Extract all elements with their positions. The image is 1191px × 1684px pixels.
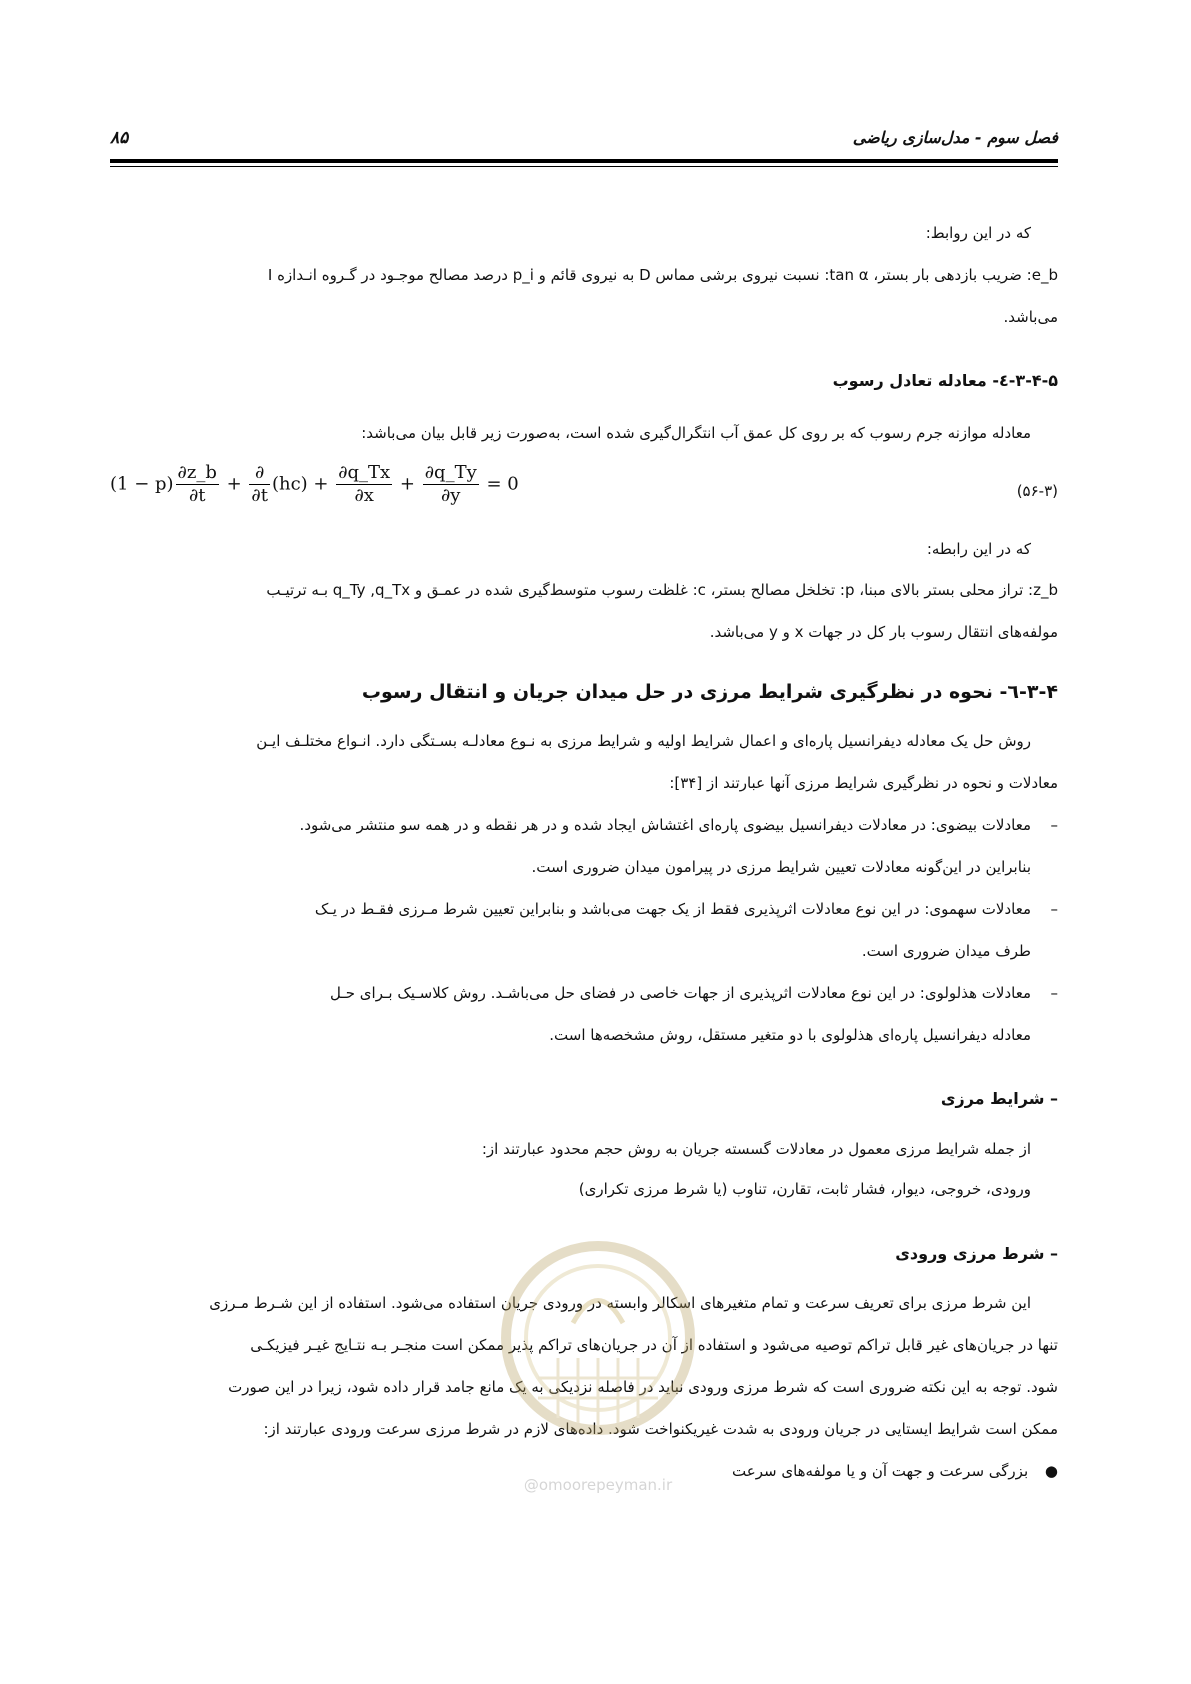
eq-frac-2-num: ∂ <box>249 462 270 485</box>
eq-fraction-3 <box>336 462 392 507</box>
section-heading-3-4-6: ۳-۴-٦- نحوه در نظرگیری شرایط مرزی در حل میدان جریان و انتقال رسوب <box>361 681 1058 703</box>
eq-lhs-factor: (1 − p) <box>110 473 174 495</box>
eq-fraction-1 <box>176 462 219 507</box>
eq-frac-4-den: ∂y <box>441 485 461 506</box>
list-dash-marker: – <box>1050 816 1058 834</box>
section-heading-3-4-5-4: ۳-۴-۵-٤- معادله تعادل رسوب <box>832 371 1058 390</box>
list-item-elliptic <box>110 808 1058 884</box>
eq-frac-1-num: ∂z_b <box>177 462 217 483</box>
list-item-body <box>110 808 1031 884</box>
inlet-bc-line-2: تنها در جریان‌های غیر قابل تراکم توصیه می‌شود و استفاده از آن در جریان‌های تراکم پذیر ممکن است منجـر بـه نتـایج غیـر فیزیکـی <box>250 1336 1058 1354</box>
header-rule-thin <box>110 166 1058 167</box>
section-3-4-6-para-2: معادلات و نحوه در نظرگیری شرایط مرزی آنها عبارتند از [۳۴]: <box>669 774 1058 792</box>
equation-number: (۵۶-۳) <box>1016 482 1058 500</box>
inlet-bc-line-3: شود. توجه به این نکته ضروری است که شرط مرزی ورودی نباید در فاصله نزدیکی به یک مانع جامد قرار داده شود، زیرا در این صورت <box>228 1378 1058 1396</box>
list-item-line: بنابراین در این‌گونه معادلات تعیین شرایط مرزی در پیرامون میدان ضروری است. <box>531 858 1031 876</box>
eq-fraction-2 <box>249 462 270 507</box>
page-header <box>110 128 1058 158</box>
equation-56-3 <box>110 462 1058 526</box>
eq-frac-1-den: ∂t <box>188 485 206 506</box>
sediment-balance-text: معادله موازنه جرم رسوب که بر روی کل عمق آب انتگرال‌گیری شده است، به‌صورت زیر قابل بیان می‌باشد: <box>361 424 1031 442</box>
inlet-bc-line-4: ممکن است شرایط ایستایی در جریان ورودی به شدت غیریکنواخت شود. داده‌های لازم در شرط مرزی سرعت ورودی عبارتند از: <box>263 1420 1058 1438</box>
inlet-bc-line-1: این شرط مرزی برای تعریف سرعت و تمام متغیرهای اسکالر وابسته در ورودی جریان استفاده می‌شود. استفاده از این شـرط مـرزی <box>209 1294 1031 1312</box>
eq-frac-3-num: ∂q_Tx <box>338 462 391 483</box>
boundary-conditions-line-2: ورودی، خروجی، دیوار، فشار ثابت، تقارن، تناوب (یا شرط مرزی تکراری) <box>578 1180 1031 1198</box>
after-eq-line-2: z_b: تراز محلی بستر بالای مبنا، p: تخلخل مصالح بستر، c: غلظت رسوب متوسط‌گیری شده در عمـق و q_Ty ,q_Tx بـه ترتیـب <box>266 581 1058 599</box>
eq-hc: (hc) <box>271 473 308 495</box>
eq-rhs: = 0 <box>486 473 519 495</box>
chapter-title: فصل سوم - مدل‌سازی ریاضی <box>852 128 1058 147</box>
after-eq-line-1: که در این رابطه: <box>926 540 1031 558</box>
list-item-line: معادلات سهموی: در این نوع معادلات اثرپذیری فقط از یک جهت می‌باشد و بنابراین تعیین شرط مـرزی فقـط در یـک <box>314 900 1031 918</box>
eq-fraction-4 <box>423 462 479 507</box>
equation-body: (1 − p) $\frac{\partial z\_b}{\partial t}$ + $\frac{\partial}{\partial t}$ (hc) + $\frac{\partial q\_Tx}{\partial x}$ + $\frac{\partial q\_Ty}{\partial y}$ = 0 <box>110 462 519 506</box>
inlet-bc-bullet-item <box>732 1454 1058 1488</box>
intro-line-1: که در این روابط: <box>925 224 1031 242</box>
list-item-line: معادله دیفرانسیل پاره‌ای هذلولوی با دو متغیر مستقل، روش مشخصه‌ها است. <box>549 1026 1031 1044</box>
list-dash-marker: – <box>1050 984 1058 1002</box>
list-item-line: معادلات هذلولوی: در این نوع معادلات اثرپذیری از جهات خاصی در فضای حل می‌باشـد. روش کلاسـیک بـرای حـل <box>330 984 1031 1002</box>
boundary-conditions-heading: – شرایط مرزی <box>940 1089 1058 1108</box>
boundary-conditions-line-1: از جمله شرایط مرزی معمول در معادلات گسسته جریان به روش حجم محدود عبارتند از: <box>481 1140 1031 1158</box>
intro-line-3: می‌باشد. <box>1003 308 1058 326</box>
list-dash-marker: – <box>1050 900 1058 918</box>
after-eq-line-3: مولفه‌های انتقال رسوب بار کل در جهات x و y می‌باشد. <box>709 623 1058 641</box>
list-item-parabolic <box>110 892 1058 968</box>
list-item-body <box>110 892 1031 968</box>
intro-line-2: e_b: ضریب بازدهی بار بستر، tan α: نسبت نیروی برشی مماس D به نیروی قائم و p_i درصد مصالح موجـود در گـروه انـدازه I <box>267 266 1058 284</box>
section-3-4-6-para-1: روش حل یک معادله دیفرانسیل پاره‌ای و اعمال شرایط اولیه و شرایط مرزی به نـوع معادلـه بسـتگی دارد. انـواع مختلـف ایـن <box>256 732 1031 750</box>
header-rule-thick <box>110 159 1058 163</box>
eq-frac-3-den: ∂x <box>354 485 374 506</box>
watermark-url: @omoorepeyman.ir <box>523 1476 673 1494</box>
list-item-body <box>110 976 1031 1052</box>
eq-frac-2-den: ∂t <box>251 485 268 506</box>
list-item-line: معادلات بیضوی: در معادلات دیفرانسیل بیضوی پاره‌ای اغتشاش ایجاد شده و در هر نقطه و در همه سو منتشر می‌شود. <box>299 816 1031 834</box>
page-number: ۸۵ <box>110 128 129 148</box>
list-item-line: طرف میدان ضروری است. <box>861 942 1031 960</box>
watermark-seal-icon <box>478 1228 718 1468</box>
inlet-bc-heading: – شرط مرزی ورودی <box>895 1244 1058 1263</box>
bullet-text: بزرگی سرعت و جهت آن و یا مولفه‌های سرعت <box>732 1462 1029 1480</box>
list-item-hyperbolic <box>110 976 1058 1052</box>
eq-frac-4-num: ∂q_Ty <box>424 462 477 483</box>
bullet-dot-icon: ● <box>1044 1462 1058 1480</box>
watermark <box>478 1228 718 1494</box>
